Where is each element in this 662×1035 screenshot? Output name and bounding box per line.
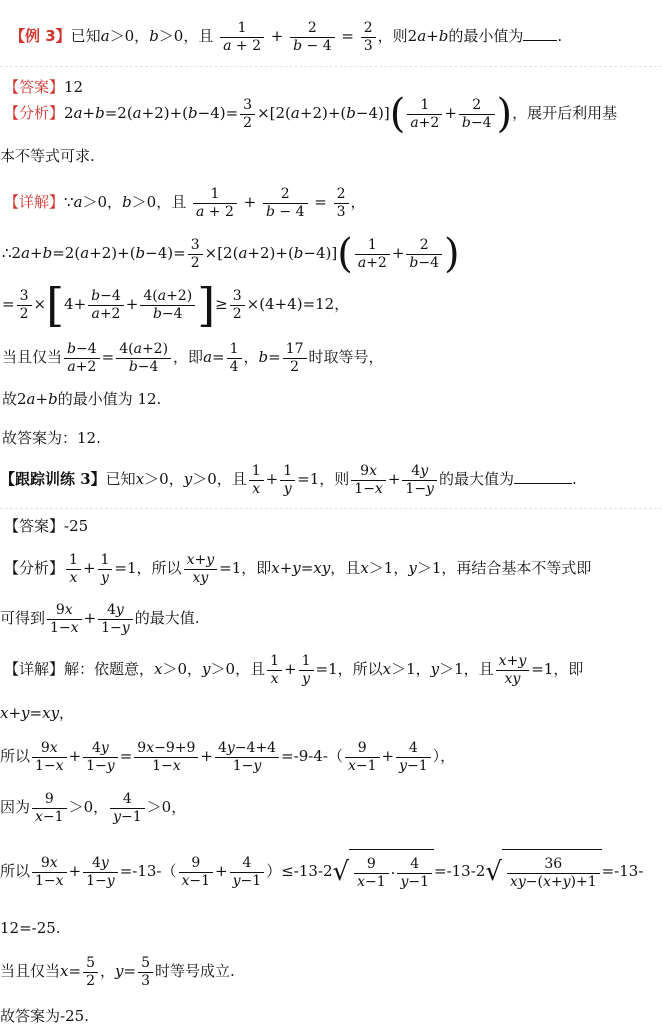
example-3-stem: 【例 3】已知a＞0，b＞0，且 $\frac{1}{a + 2}$ + $\frac{2}{b - 4}$ = $\frac{2}{3}$ ，则2a+b的最小值为 .: [10, 19, 563, 54]
training-3-detail-1-cont: x+y=xy，: [0, 704, 75, 722]
analysis-tag: 【分析】: [4, 104, 65, 122]
training-3-detail-3: 因为 $\frac{9}{x-1}$ ＞0， $\frac{4}{y-1}$ ＞0，: [0, 790, 187, 825]
training-3-stem: 【跟踪训练 3】已知x＞0，y＞0，且 $\frac{1}{x}$ + $\frac{1}{y}$ =1，则 $\frac{9x}{1-x}$ + $\frac{4y}{1-y}$ 的最大值为 .: [0, 462, 577, 497]
training-3-detail-2: 所以 $\frac{9x}{1-x}$ + $\frac{4y}{1-y}$ = $\frac{9x-9+9}{1-x}$ + $\frac{4y-4+4}{1-y}$ =-9-4-（ $\frac{9}{x-1}$ + $\frac{4}{y-1}$ ），: [0, 739, 456, 774]
training-3-analysis-cont: 可得到 $\frac{9x}{1-x}$ + $\frac{4y}{1-y}$ 的最大值.: [0, 601, 200, 636]
example-3-detail-5: 故2a+b的最小值为 12.: [2, 390, 162, 408]
training-3-final: 故答案为-25.: [0, 1007, 89, 1025]
example-3-label: 【例 3】: [10, 27, 71, 45]
detail-tag: 【详解】: [4, 660, 65, 678]
training-3-detail-1: 【详解】解：依题意，x＞0，y＞0，且 $\frac{1}{x}$ + $\frac{1}{y}$ =1，所以x＞1，y＞1，且 $\frac{x+y}{xy}$ =1，即: [4, 652, 584, 687]
example-3-analysis: 【分析】2a+b=2(a+2)+(b−4)= $\frac{3}{2}$ ×[2(a+2)+(b−4)]( $\frac{1}{a+2}$ + $\frac{2}{b-4}$ )，展开后利用基: [4, 91, 618, 137]
training-3-detail-4-cont: 12=-25.: [0, 919, 61, 937]
example-3-detail-4: 当且仅当 $\frac{b-4}{a+2}$ = $\frac{4(a+2)}{b-4}$ ，即a= $\frac{1}{4}$ ，b= $\frac{17}{2}$ 时取等号，: [2, 340, 384, 375]
example-3-detail-2: ∴2a+b=2(a+2)+(b−4)= $\frac{3}{2}$ ×[2(a+2)+(b−4)]( $\frac{1}{a+2}$ + $\frac{2}{b-4}$ ): [2, 231, 460, 277]
detail-tag: 【详解】: [4, 193, 65, 211]
example-3-detail-3: = $\frac{3}{2}$ ×[4+ $\frac{b-4}{a+2}$ + $\frac{4(a+2)}{b-4}$ ]≥ $\frac{3}{2}$ ×(4+4)=12，: [2, 278, 350, 332]
training-3-label: 【跟踪训练 3】: [0, 470, 106, 488]
training-3-analysis: 【分析】 $\frac{1}{x}$ + $\frac{1}{y}$ =1，所以 $\frac{x+y}{xy}$ =1，即x+y=xy，且x＞1，y＞1，再结合基本不等式即: [4, 551, 592, 586]
example-3-answer: 【答案】12: [4, 78, 84, 96]
answer-tag: 【答案】: [4, 517, 65, 535]
training-3-answer: 【答案】-25: [4, 517, 89, 535]
example-3-analysis-cont: 本不等式可求.: [0, 147, 95, 165]
example-3-detail-1: 【详解】∵a＞0，b＞0，且 $\frac{1}{a + 2}$ + $\frac{2}{b - 4}$ = $\frac{2}{3}$ ，: [4, 185, 366, 220]
training-3-detail-5: 当且仅当x= $\frac{5}{2}$ ，y= $\frac{5}{3}$ 时等号成立.: [0, 954, 235, 989]
training-3-detail-4: 所以 $\frac{9x}{1-x}$ + $\frac{4y}{1-y}$ =-13-（ $\frac{9}{x-1}$ + $\frac{4}{y-1}$ ）≤-13-2√ $\frac{9}{x-1}$ · $\frac{4}{y-1}$ =-13-2√ $\frac{36}{xy-(x+y)+1}$ =-13-: [0, 848, 662, 894]
answer-tag: 【答案】: [4, 78, 65, 96]
example-3-final: 故答案为：12.: [2, 429, 101, 447]
analysis-tag: 【分析】: [4, 559, 65, 577]
